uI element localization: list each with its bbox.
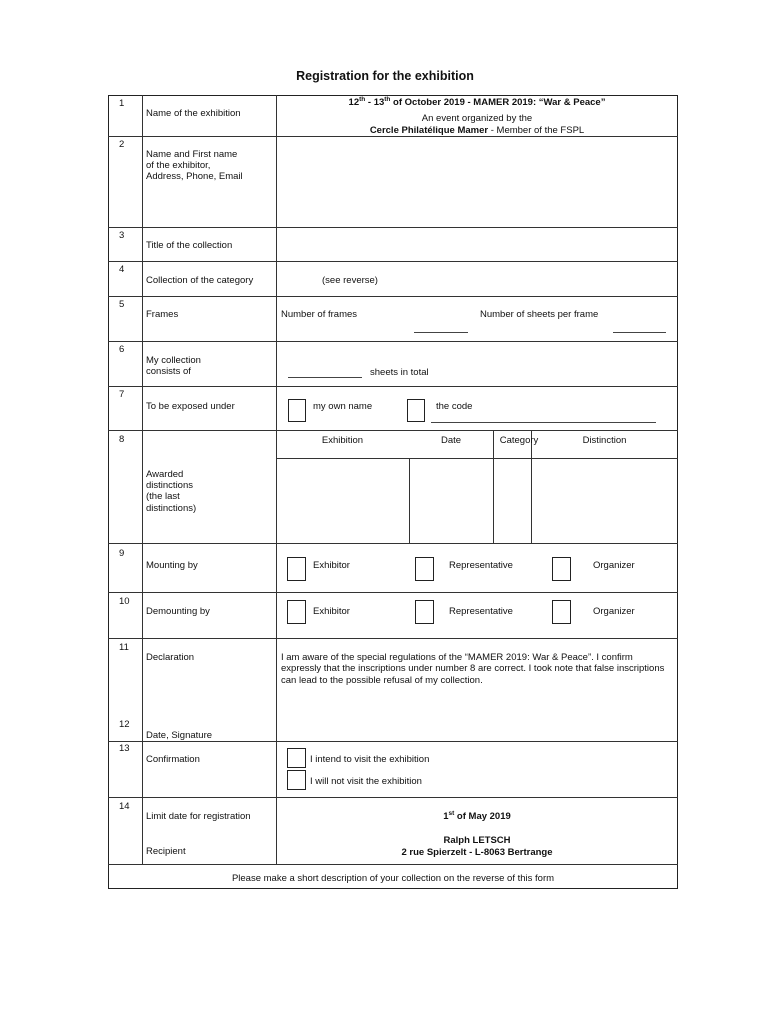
row-number: 13 [119, 743, 130, 754]
row-divider-12 [108, 797, 678, 798]
awards-col-divider-3 [531, 430, 532, 543]
row-divider-7 [108, 430, 678, 431]
awards-col-divider-2 [493, 430, 494, 543]
collection-title-label: Title of the collection [146, 240, 233, 251]
category-value: (see reverse) [322, 275, 378, 286]
own-name-checkbox[interactable] [288, 399, 306, 422]
recipient-label: Recipient [146, 846, 186, 857]
mounting-representative-option: Representative [449, 560, 513, 571]
row-number: 8 [119, 434, 125, 445]
intend-visit-checkbox[interactable] [287, 748, 306, 768]
awards-header-divider [276, 458, 678, 459]
mounting-exhibitor-option: Exhibitor [313, 560, 350, 571]
row-divider-13 [108, 864, 678, 865]
exhibitor-label-line-2: of the exhibitor, [146, 160, 211, 171]
number-of-frames-label: Number of frames [281, 309, 358, 320]
exposed-under-label: To be exposed under [146, 401, 235, 412]
awards-col-divider-1 [409, 458, 410, 543]
row-number: 5 [119, 299, 125, 310]
row-divider-9 [108, 592, 678, 593]
limit-date-label: Limit date for registration [146, 811, 251, 822]
collection-consists-label-2: consists of [146, 366, 191, 377]
code-checkbox[interactable] [407, 399, 425, 422]
column-header-exhibition: Exhibition [321, 435, 364, 446]
category-label: Collection of the category [146, 275, 254, 286]
label-column-divider [276, 95, 277, 864]
organizer-name: Cercle Philatélique Mamer - Member of the FSPL [369, 125, 585, 136]
not-visit-option: I will not visit the exhibition [310, 776, 422, 787]
declaration-text-3: can lead to the possible refusal of my collection. [281, 675, 483, 686]
column-header-date: Date [440, 435, 462, 446]
not-visit-checkbox[interactable] [287, 770, 306, 790]
intend-visit-option: I intend to visit the exhibition [310, 754, 430, 765]
limit-date-value: 1st of May 2019 [443, 809, 511, 822]
row-number: 6 [119, 344, 125, 355]
recipient-name: Ralph LETSCH [443, 835, 511, 846]
row-divider-10 [108, 638, 678, 639]
number-column-divider [142, 95, 143, 864]
row-divider-3 [108, 261, 678, 262]
own-name-option: my own name [313, 401, 373, 412]
row-number: 4 [119, 264, 125, 275]
mounting-representative-checkbox[interactable] [415, 557, 434, 581]
demounting-exhibitor-checkbox[interactable] [287, 600, 306, 624]
exhibitor-label-line-1: Name and First name [146, 149, 238, 160]
row-number: 14 [119, 801, 130, 812]
row-number: 3 [119, 230, 125, 241]
awarded-label-4: distinctions) [146, 503, 197, 514]
awarded-label-3: (the last [146, 491, 180, 502]
demounting-organizer-checkbox[interactable] [552, 600, 571, 624]
confirmation-label: Confirmation [146, 754, 200, 765]
code-blank[interactable] [431, 422, 656, 423]
frames-label: Frames [146, 309, 179, 320]
form-title: Registration for the exhibition [296, 69, 474, 83]
sheets-per-frame-blank[interactable] [613, 332, 666, 333]
recipient-address: 2 rue Spierzelt - L-8063 Bertrange [401, 847, 553, 858]
declaration-label: Declaration [146, 652, 195, 663]
exhibition-name-label: Name of the exhibition [146, 108, 241, 119]
demounting-representative-checkbox[interactable] [415, 600, 434, 624]
code-option: the code [436, 401, 473, 412]
row-divider-6 [108, 386, 678, 387]
organizer-intro: An event organized by the [421, 113, 533, 124]
footer-note: Please make a short description of your collection on the reverse of this form [231, 873, 555, 884]
column-header-distinction: Distinction [582, 435, 627, 446]
awarded-label-1: Awarded [146, 469, 184, 480]
sheets-total-blank[interactable] [288, 377, 362, 378]
column-header-category: Category [499, 435, 539, 446]
mounting-exhibitor-checkbox[interactable] [287, 557, 306, 581]
sheets-per-frame-label: Number of sheets per frame [480, 309, 599, 320]
exhibition-dates: 12th - 13th of October 2019 - MAMER 2019: “War & Peace” [348, 95, 606, 108]
demounting-representative-option: Representative [449, 606, 513, 617]
row-number: 12 [119, 719, 130, 730]
declaration-text-2: expressly that the inscriptions under number 8 are correct. I took note that false inscriptions [281, 663, 665, 674]
row-number: 10 [119, 596, 130, 607]
collection-consists-label-1: My collection [146, 355, 201, 366]
demounting-exhibitor-option: Exhibitor [313, 606, 350, 617]
date-signature-label: Date, Signature [146, 730, 213, 741]
row-number: 1 [119, 98, 125, 109]
row-divider-8 [108, 543, 678, 544]
row-divider-2 [108, 227, 678, 228]
mounting-label: Mounting by [146, 560, 198, 571]
row-divider-5 [108, 341, 678, 342]
row-divider-4 [108, 296, 678, 297]
mounting-organizer-option: Organizer [593, 560, 635, 571]
signature-field[interactable] [278, 700, 676, 739]
row-number: 2 [119, 139, 125, 150]
exhibitor-details-field[interactable] [278, 138, 676, 225]
demounting-organizer-option: Organizer [593, 606, 635, 617]
declaration-text-1: I am aware of the special regulations of the “MAMER 2019: War & Peace”. I confirm [281, 652, 633, 663]
exhibitor-label-line-3: Address, Phone, Email [146, 171, 243, 182]
number-of-frames-blank[interactable] [414, 332, 468, 333]
mounting-organizer-checkbox[interactable] [552, 557, 571, 581]
row-number: 7 [119, 389, 125, 400]
collection-title-field[interactable] [278, 229, 676, 259]
row-number: 9 [119, 548, 125, 559]
row-number: 11 [119, 642, 129, 653]
sheets-total-label: sheets in total [370, 367, 429, 378]
awarded-label-2: distinctions [146, 480, 193, 491]
demounting-label: Demounting by [146, 606, 210, 617]
